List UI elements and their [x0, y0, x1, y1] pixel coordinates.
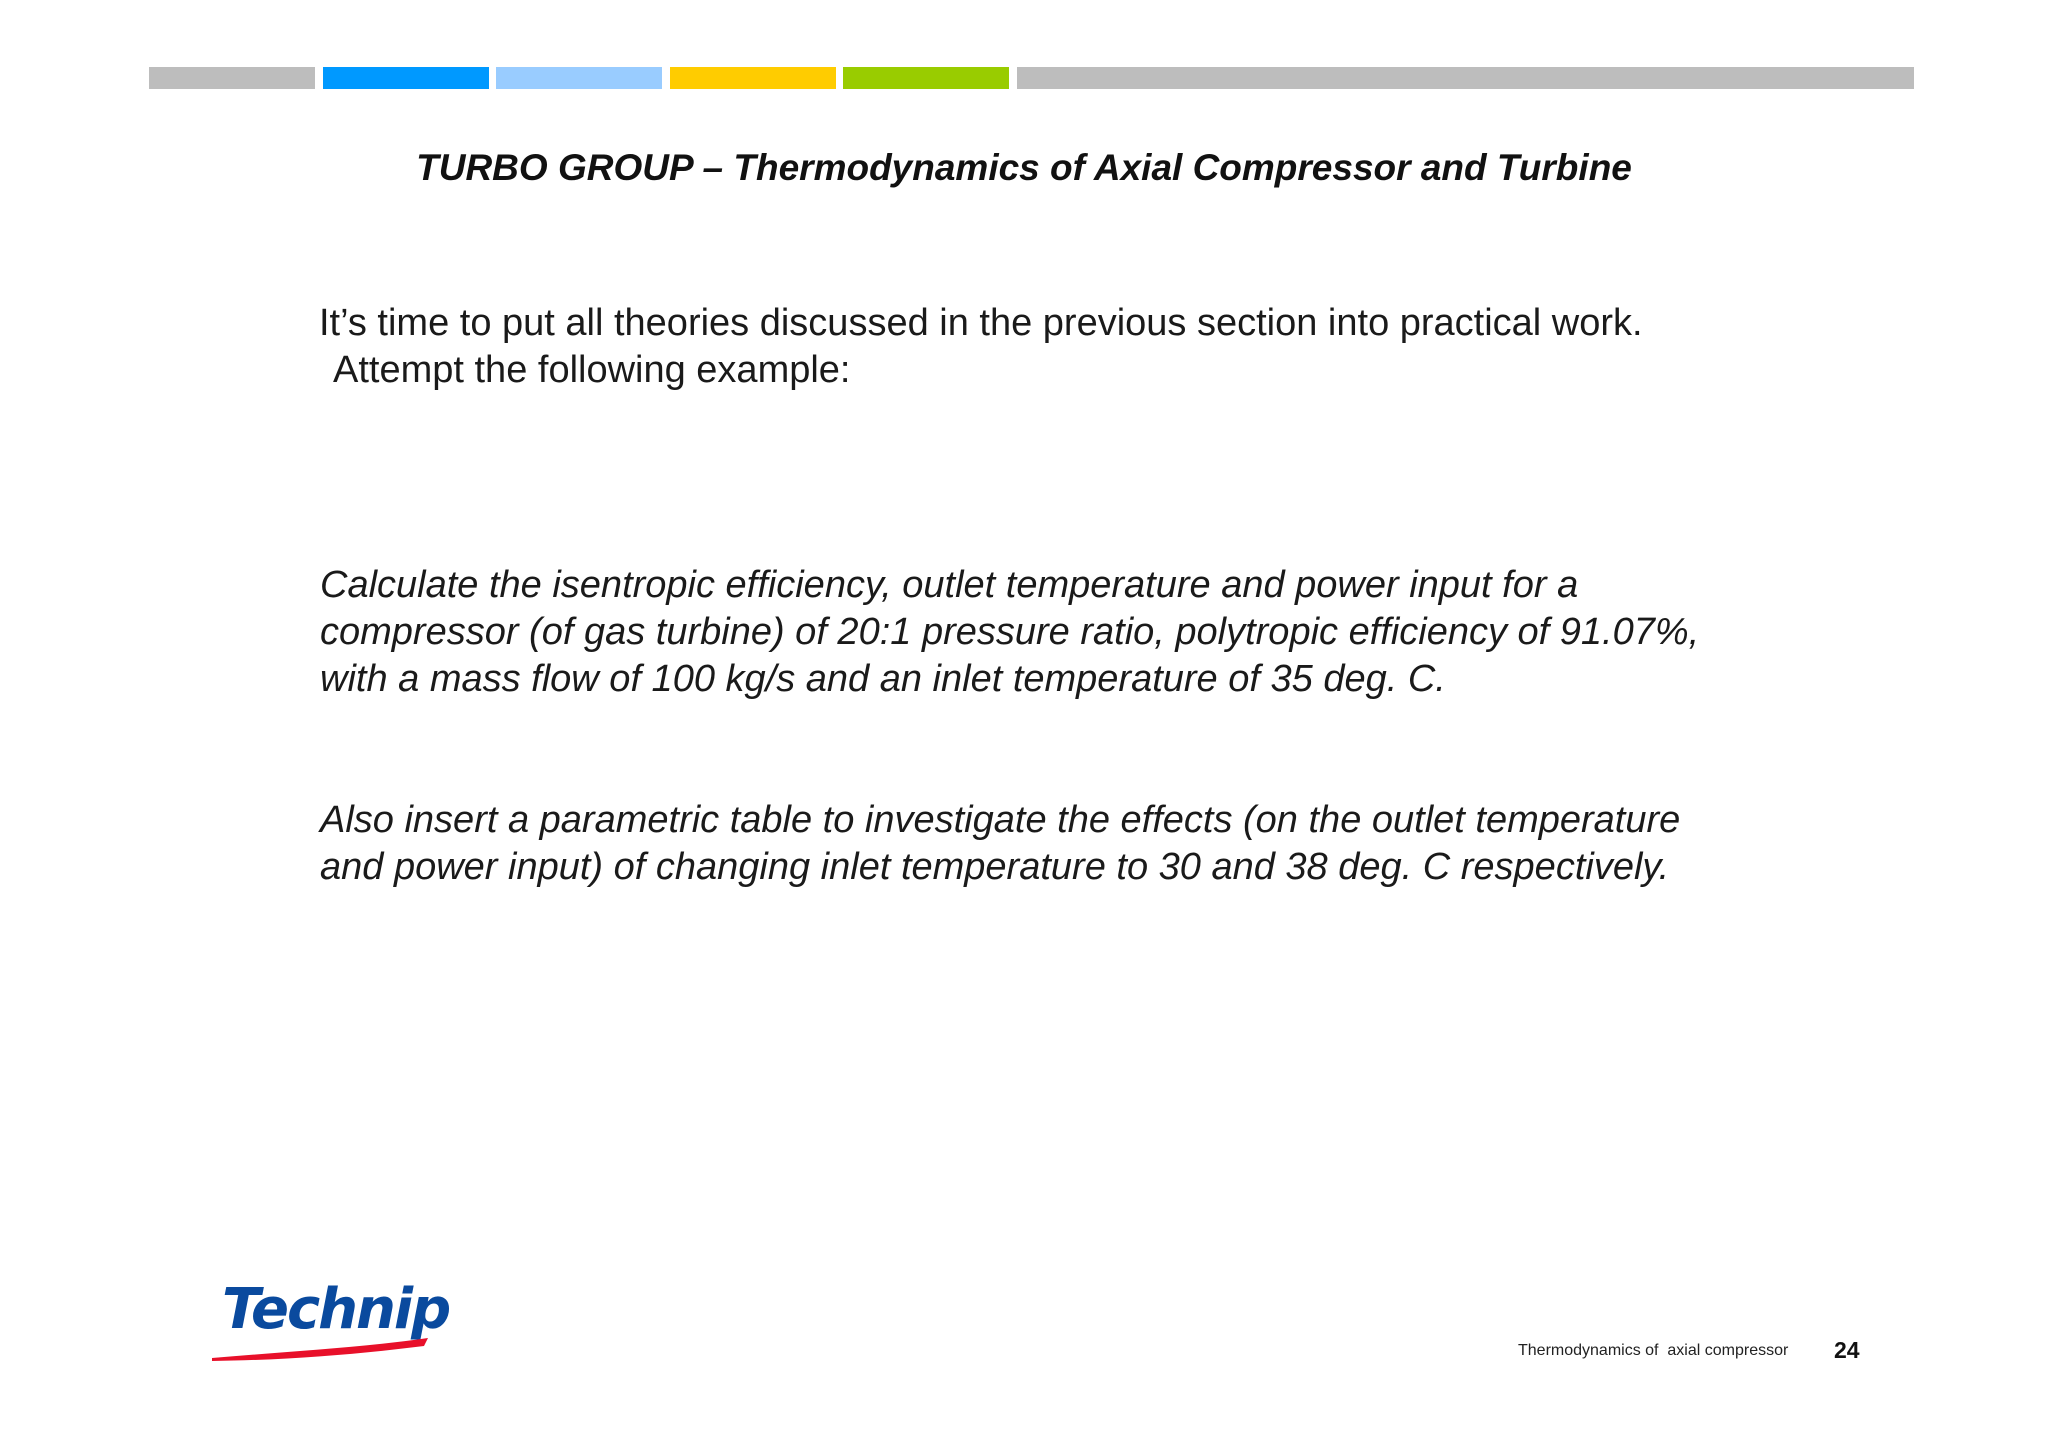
footer-label: Thermodynamics of axial compressor: [1518, 1342, 1789, 1359]
logo-swoosh-icon: [210, 1334, 430, 1362]
header-bar-gray-right: [1017, 67, 1914, 89]
problem-statement: Calculate the isentropic efficiency, outlet temperature and power input for a compressor (of gas turbine) of 20:1 pressure ratio, polytropic efficiency of 91.07%, with a mass flow of 100 kg/s and an inlet temperature of 35 deg. C.: [320, 564, 1700, 700]
header-bar-yellow: [670, 67, 836, 89]
logo-wordmark: Technip: [222, 1277, 450, 1342]
header-bar-green: [843, 67, 1009, 89]
page-number: 24: [1834, 1337, 1860, 1363]
intro-line-2: Attempt the following example:: [333, 349, 851, 391]
parametric-table-instruction: Also insert a parametric table to investigate the effects (on the outlet temperature and power input) of changing inlet temperature to 30 and 38 deg. C respectively.: [320, 799, 1681, 888]
header-bar-light-blue: [496, 67, 662, 89]
intro-line-1: It’s time to put all theories discussed in the previous section into practical work.: [319, 302, 1643, 344]
technip-logo: [210, 1277, 450, 1362]
header-bar-blue: [323, 67, 489, 89]
slide-title: TURBO GROUP – Thermodynamics of Axial Compressor and Turbine: [416, 147, 1632, 188]
header-bar-gray-left: [149, 67, 315, 89]
